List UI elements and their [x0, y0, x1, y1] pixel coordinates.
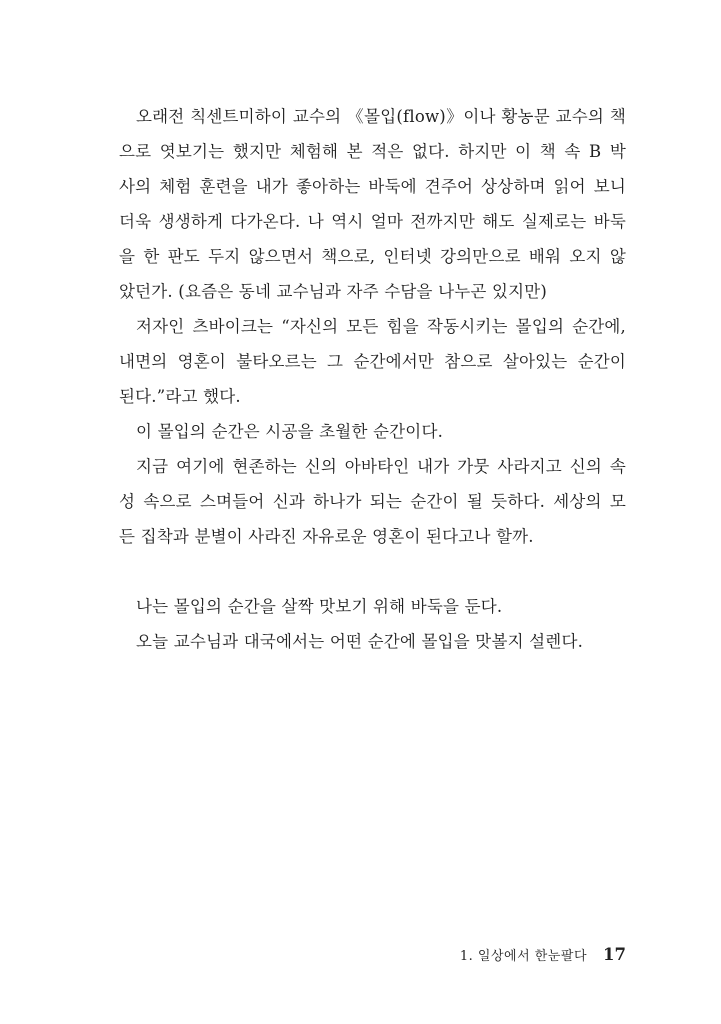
- text-line: 된다.”라고 했다.: [119, 387, 241, 406]
- text-line: 을 한 판도 두지 않으면서 책으로, 인터넷 강의만으로 배워 오지 않: [119, 247, 626, 266]
- text-line: 오늘 교수님과 대국에서는 어떤 순간에 몰입을 맛볼지 설렌다.: [136, 632, 584, 651]
- text-line: 든 집착과 분별이 사라진 자유로운 영혼이 된다고나 할까.: [119, 527, 534, 546]
- body-text: [119, 99, 626, 659]
- text-line: 성 속으로 스며들어 신과 하나가 되는 순간이 될 듯하다. 세상의 모: [119, 492, 626, 511]
- page-number: 17: [603, 945, 626, 964]
- text-line: 지금 여기에 현존하는 신의 아바타인 내가 가뭇 사라지고 신의 속: [136, 457, 626, 476]
- page-footer: [460, 945, 626, 964]
- text-line: 나는 몰입의 순간을 살짝 맛보기 위해 바둑을 둔다.: [136, 597, 503, 616]
- chapter-title: 1. 일상에서 한눈팔다: [459, 949, 588, 964]
- text-line: 으로 엿보기는 했지만 체험해 본 적은 없다. 하지만 이 책 속 B 박: [119, 142, 626, 161]
- paragraph: [119, 99, 626, 309]
- text-line: 오래전 칙센트미하이 교수의 《몰입(flow)》이나 황농문 교수의 책: [136, 107, 626, 126]
- paragraph: [119, 309, 626, 414]
- text-line: 저자인 츠바이크는 “자신의 모든 힘을 작동시키는 몰입의 순간에,: [136, 317, 626, 336]
- paragraph: [119, 449, 626, 554]
- text-line: 이 몰입의 순간은 시공을 초월한 순간이다.: [136, 422, 444, 441]
- paragraph: [119, 414, 626, 449]
- text-line: 았던가. (요즘은 동네 교수님과 자주 수담을 나누곤 있지만): [119, 282, 548, 301]
- paragraph: [119, 624, 626, 659]
- text-line: 내면의 영혼이 불타오르는 그 순간에서만 참으로 살아있는 순간이: [119, 352, 626, 371]
- paragraph: [119, 589, 626, 624]
- text-line: 더욱 생생하게 다가온다. 나 역시 얼마 전까지만 해도 실제로는 바둑: [119, 212, 626, 231]
- text-line: 사의 체험 훈련을 내가 좋아하는 바둑에 견주어 상상하며 읽어 보니: [119, 177, 626, 196]
